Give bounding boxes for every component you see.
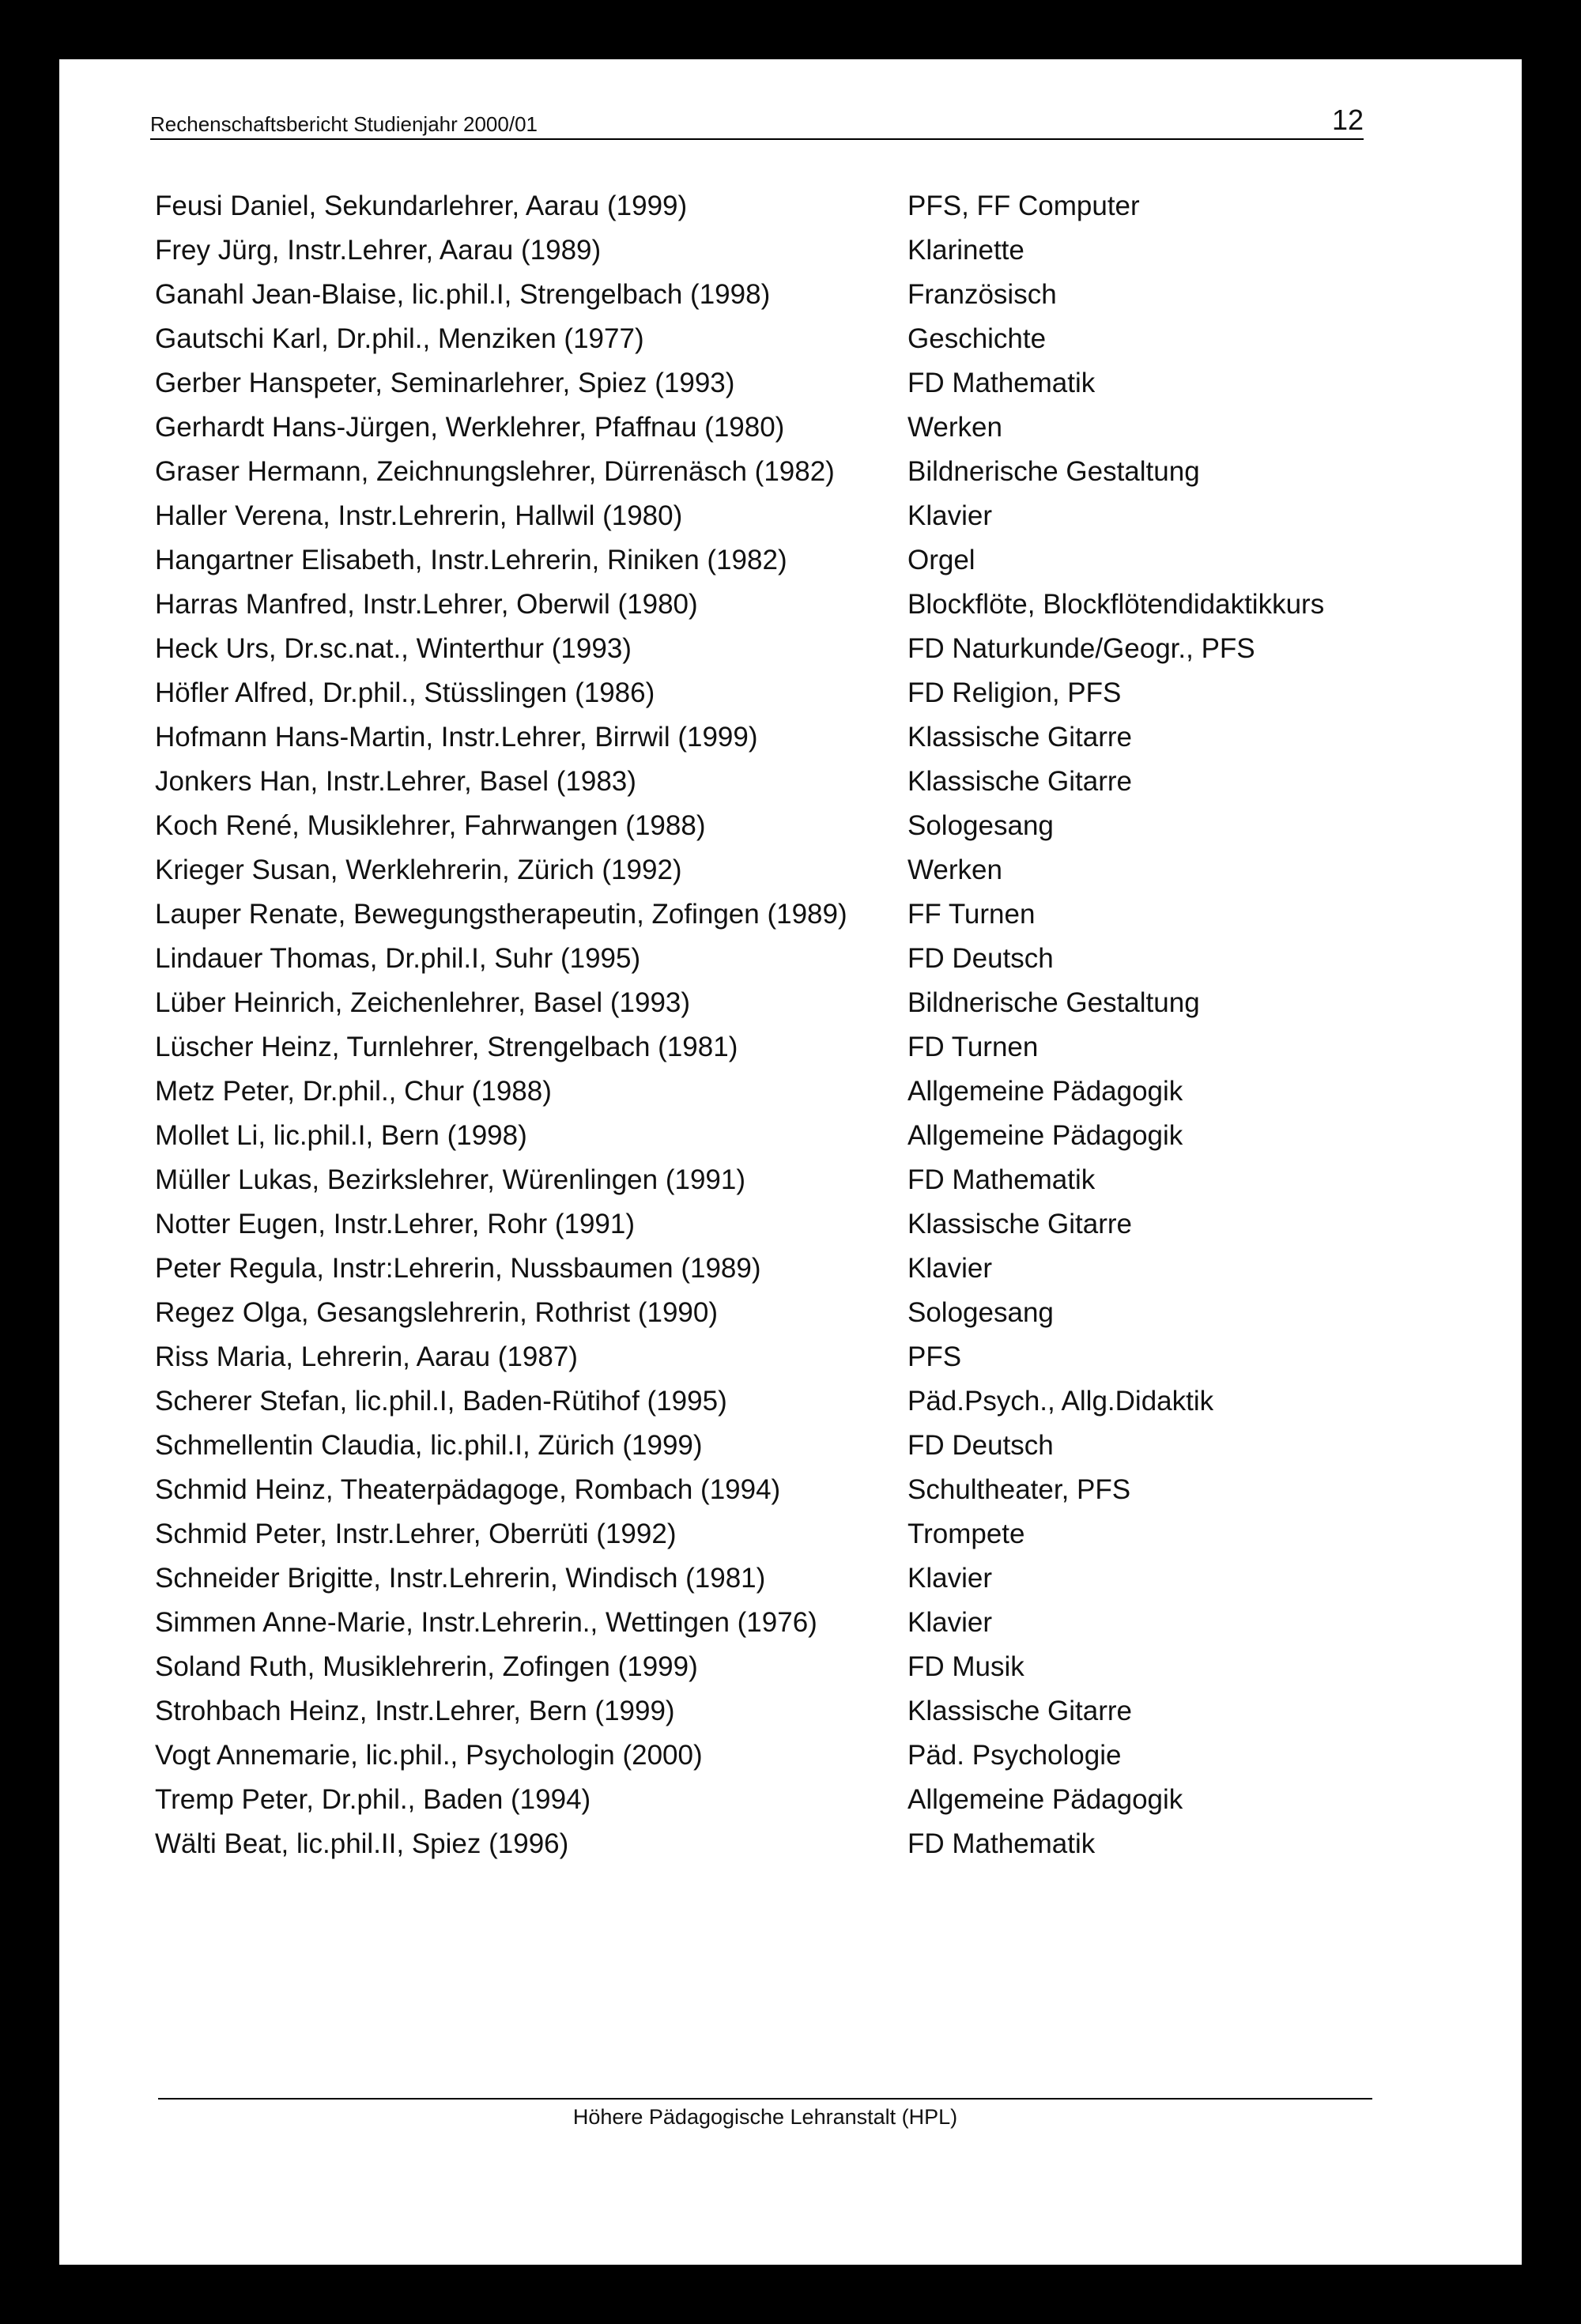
entry-person: Lüber Heinrich, Zeichenlehrer, Basel (1993) [155, 987, 691, 1018]
entry-person: Jonkers Han, Instr.Lehrer, Basel (1983) [155, 766, 636, 797]
list-item [155, 1291, 1420, 1335]
entry-subject: Allgemeine Pädagogik [907, 1120, 1183, 1151]
entry-subject: Klassische Gitarre [907, 1696, 1132, 1726]
page-header [150, 99, 1364, 140]
list-item [155, 892, 1420, 937]
entry-subject: FD Musik [907, 1651, 1024, 1682]
entry-subject: FD Mathematik [907, 1828, 1096, 1859]
entry-person: Lindauer Thomas, Dr.phil.I, Suhr (1995) [155, 943, 641, 974]
entry-subject: FD Mathematik [907, 368, 1096, 398]
entry-person: Metz Peter, Dr.phil., Chur (1988) [155, 1076, 552, 1107]
entry-subject: Allgemeine Pädagogik [907, 1076, 1183, 1107]
entry-person: Vogt Annemarie, lic.phil., Psychologin (2000) [155, 1740, 703, 1771]
entry-subject: Päd.Psych., Allg.Didaktik [907, 1386, 1214, 1417]
entry-person: Hangartner Elisabeth, Instr.Lehrerin, Riniken (1982) [155, 545, 787, 575]
entry-person: Heck Urs, Dr.sc.nat., Winterthur (1993) [155, 633, 632, 664]
entry-person: Lüscher Heinz, Turnlehrer, Strengelbach (1981) [155, 1032, 738, 1062]
entry-person: Regez Olga, Gesangslehrerin, Rothrist (1990) [155, 1297, 719, 1328]
entry-person: Haller Verena, Instr.Lehrerin, Hallwil (1980) [155, 500, 683, 531]
staff-list [155, 184, 1420, 1866]
list-item [155, 583, 1420, 627]
list-item [155, 1202, 1420, 1247]
entry-subject: Klarinette [907, 235, 1024, 266]
entry-subject: Schultheater, PFS [907, 1474, 1131, 1505]
entry-person: Simmen Anne-Marie, Instr.Lehrerin., Wettingen (1976) [155, 1607, 817, 1638]
entry-person: Krieger Susan, Werklehrerin, Zürich (1992) [155, 855, 682, 885]
list-item [155, 1689, 1420, 1734]
entry-subject: Trompete [907, 1519, 1025, 1549]
footer-divider [158, 2098, 1372, 2100]
list-item [155, 1601, 1420, 1645]
entry-person: Soland Ruth, Musiklehrerin, Zofingen (1999) [155, 1651, 698, 1682]
entry-person: Wälti Beat, lic.phil.II, Spiez (1996) [155, 1828, 569, 1859]
entry-person: Hofmann Hans-Martin, Instr.Lehrer, Birrwil (1999) [155, 722, 758, 753]
document-page [59, 59, 1522, 2265]
list-item [155, 1335, 1420, 1379]
entry-subject: Päd. Psychologie [907, 1740, 1122, 1771]
list-item [155, 1512, 1420, 1556]
entry-subject: Klavier [907, 1607, 992, 1638]
entry-subject: Sologesang [907, 1297, 1054, 1328]
list-item [155, 715, 1420, 760]
entry-person: Schneider Brigitte, Instr.Lehrerin, Windisch (1981) [155, 1563, 766, 1594]
entry-person: Graser Hermann, Zeichnungslehrer, Dürrenäsch (1982) [155, 456, 835, 487]
list-item [155, 937, 1420, 981]
list-item [155, 1379, 1420, 1424]
entry-subject: Französisch [907, 279, 1057, 310]
entry-person: Gerhardt Hans-Jürgen, Werklehrer, Pfaffnau (1980) [155, 412, 785, 443]
entry-person: Ganahl Jean-Blaise, lic.phil.I, Strengelbach (1998) [155, 279, 771, 310]
entry-subject: Sologesang [907, 810, 1054, 841]
entry-person: Müller Lukas, Bezirkslehrer, Würenlingen (1991) [155, 1164, 745, 1195]
entry-subject: Geschichte [907, 323, 1047, 354]
entry-subject: Orgel [907, 545, 975, 575]
entry-person: Schmellentin Claudia, lic.phil.I, Zürich (1999) [155, 1430, 703, 1461]
list-item [155, 1247, 1420, 1291]
list-item [155, 848, 1420, 892]
list-item [155, 1468, 1420, 1512]
entry-person: Koch René, Musiklehrer, Fahrwangen (1988) [155, 810, 706, 841]
list-item [155, 538, 1420, 583]
list-item [155, 494, 1420, 538]
footer-institution: Höhere Pädagogische Lehranstalt (HPL) [572, 2105, 958, 2129]
entry-person: Frey Jürg, Instr.Lehrer, Aarau (1989) [155, 235, 602, 266]
list-item [155, 804, 1420, 848]
list-item [155, 450, 1420, 494]
entry-subject: Klavier [907, 1253, 992, 1284]
entry-person: Schmid Heinz, Theaterpädagoge, Rombach (1994) [155, 1474, 781, 1505]
entry-person: Höfler Alfred, Dr.phil., Stüsslingen (1986) [155, 677, 655, 708]
list-item [155, 1114, 1420, 1158]
entry-subject: FD Mathematik [907, 1164, 1096, 1195]
list-item [155, 228, 1420, 273]
list-item [155, 273, 1420, 317]
list-item [155, 1424, 1420, 1468]
entry-subject: FD Religion, PFS [907, 677, 1122, 708]
entry-subject: FD Deutsch [907, 943, 1054, 974]
list-item [155, 1822, 1420, 1866]
entry-subject: Werken [907, 412, 1002, 443]
entry-subject: Klavier [907, 500, 992, 531]
entry-person: Lauper Renate, Bewegungstherapeutin, Zofingen (1989) [155, 899, 847, 930]
entry-person: Notter Eugen, Instr.Lehrer, Rohr (1991) [155, 1209, 635, 1239]
entry-subject: Klassische Gitarre [907, 766, 1132, 797]
entry-subject: Werken [907, 855, 1002, 885]
entry-subject: FD Deutsch [907, 1430, 1054, 1461]
list-item [155, 1025, 1420, 1070]
entry-subject: Blockflöte, Blockflötendidaktikkurs [907, 589, 1325, 620]
list-item [155, 1070, 1420, 1114]
entry-subject: FF Turnen [907, 899, 1036, 930]
page-number: 12 [1331, 104, 1364, 136]
entry-subject: Klavier [907, 1563, 992, 1594]
list-item [155, 184, 1420, 228]
entry-subject: PFS [907, 1341, 962, 1372]
list-item [155, 361, 1420, 406]
list-item [155, 317, 1420, 361]
entry-subject: FD Turnen [907, 1032, 1039, 1062]
entry-subject: Allgemeine Pädagogik [907, 1784, 1183, 1815]
entry-person: Peter Regula, Instr:Lehrerin, Nussbaumen (1989) [155, 1253, 761, 1284]
list-item [155, 1645, 1420, 1689]
entry-person: Scherer Stefan, lic.phil.I, Baden-Rütihof (1995) [155, 1386, 727, 1417]
entry-person: Gerber Hanspeter, Seminarlehrer, Spiez (1993) [155, 368, 735, 398]
list-item [155, 1734, 1420, 1778]
entry-person: Mollet Li, lic.phil.I, Bern (1998) [155, 1120, 527, 1151]
entry-subject: Bildnerische Gestaltung [907, 456, 1200, 487]
list-item [155, 1556, 1420, 1601]
list-item [155, 627, 1420, 671]
list-item [155, 1158, 1420, 1202]
entry-person: Schmid Peter, Instr.Lehrer, Oberrüti (1992) [155, 1519, 677, 1549]
list-item [155, 406, 1420, 450]
header-title: Rechenschaftsbericht Studienjahr 2000/01 [150, 112, 538, 136]
entry-subject: Klassische Gitarre [907, 722, 1132, 753]
list-item [155, 760, 1420, 804]
list-item [155, 1778, 1420, 1822]
entry-person: Feusi Daniel, Sekundarlehrer, Aarau (1999) [155, 191, 688, 221]
entry-subject: FD Naturkunde/Geogr., PFS [907, 633, 1255, 664]
entry-person: Tremp Peter, Dr.phil., Baden (1994) [155, 1784, 591, 1815]
entry-person: Gautschi Karl, Dr.phil., Menziken (1977) [155, 323, 644, 354]
list-item [155, 981, 1420, 1025]
list-item [155, 671, 1420, 715]
entry-subject: PFS, FF Computer [907, 191, 1140, 221]
entry-person: Strohbach Heinz, Instr.Lehrer, Bern (1999) [155, 1696, 675, 1726]
entry-person: Riss Maria, Lehrerin, Aarau (1987) [155, 1341, 578, 1372]
entry-person: Harras Manfred, Instr.Lehrer, Oberwil (1980) [155, 589, 698, 620]
entry-subject: Bildnerische Gestaltung [907, 987, 1200, 1018]
entry-subject: Klassische Gitarre [907, 1209, 1132, 1239]
